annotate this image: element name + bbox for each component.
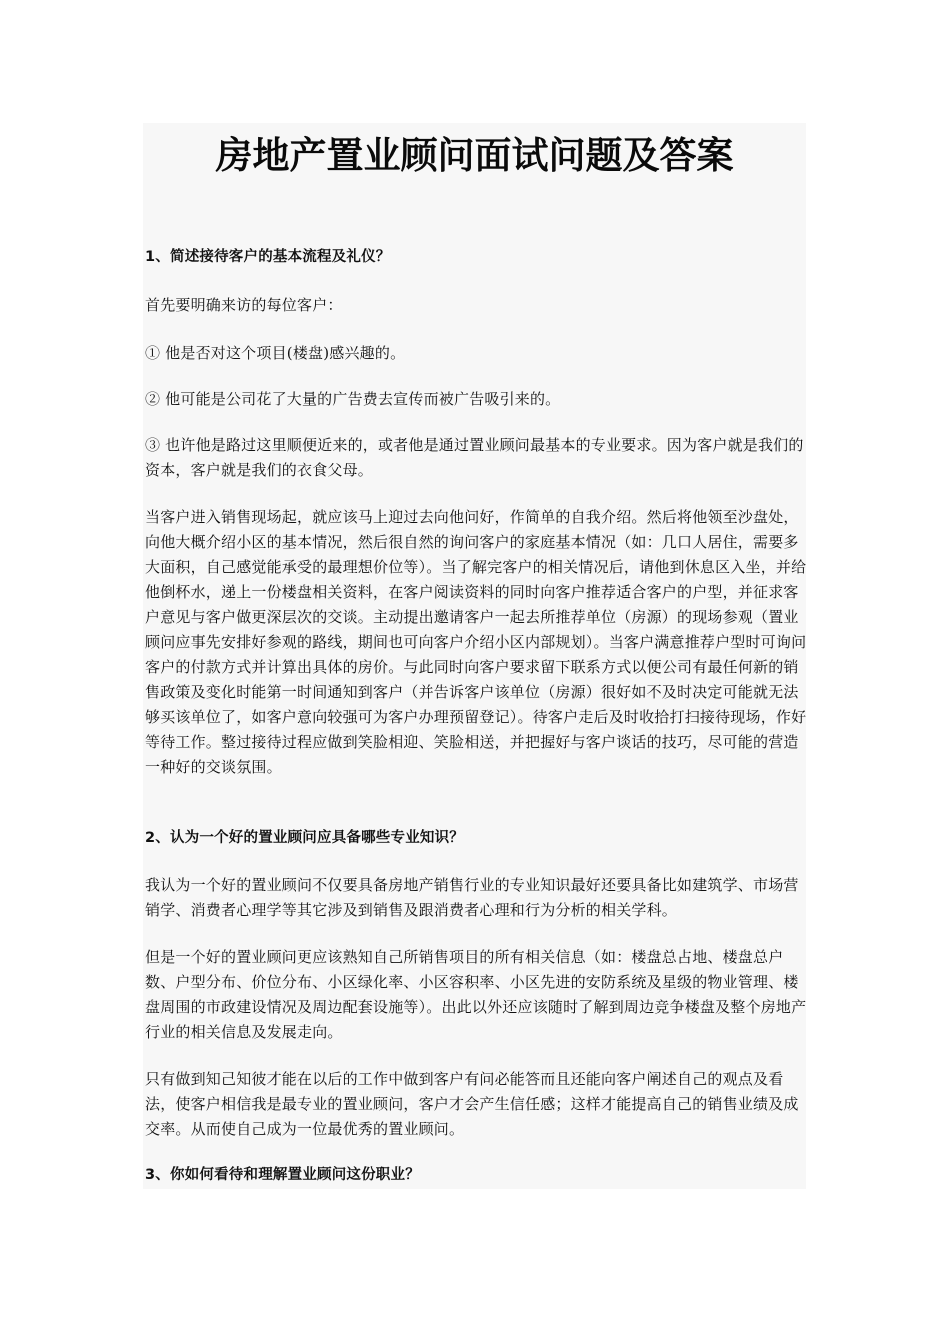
section-2-paragraph-1: 我认为一个好的置业顾问不仅要具备房地产销售行业的专业知识最好还要具备比如建筑学、市场营销学、消费者心理学等其它涉及到销售及跟消费者心理和行为分析的相关学科。 — [145, 876, 799, 919]
section-1-heading: 1、简述接待客户的基本流程及礼仪？ — [145, 249, 391, 265]
section-1-paragraph-1: 首先要明确来访的每位客户： — [145, 296, 343, 314]
section-2-paragraph-3: 只有做到知己知彼才能在以后的工作中做到客户有问必能答而且还能向客户阐述自己的观点及看法，使客户相信我是最专业的置业顾问，客户才会产生信任感；这样才能提高自己的销售业绩及成交率。从而使自己成为一位最优秀的置业顾问。 — [145, 1070, 799, 1138]
section-1-paragraph-4: ③ 也许他是路过这里顺便近来的，或者他是通过置业顾问最基本的专业要求。因为客户就是我们的资本，客户就是我们的衣食父母。 — [145, 436, 804, 479]
section-2-heading: 2、认为一个好的置业顾问应具备哪些专业知识？ — [145, 830, 464, 846]
document-page — [143, 123, 806, 1189]
section-3-heading: 3、你如何看待和理解置业顾问这份职业？ — [145, 1167, 420, 1183]
section-1-paragraph-3: ② 他可能是公司花了大量的广告费去宣传而被广告吸引来的。 — [145, 390, 561, 408]
section-1-paragraph-2: ① 他是否对这个项目(楼盘)感兴趣的。 — [145, 344, 406, 362]
section-1-paragraph-5: 当客户进入销售现场起，就应该马上迎过去向他问好，作简单的自我介绍。然后将他领至沙盘处，向他大概介绍小区的基本情况，然后很自然的询问客户的家庭基本情况（如：几口人居住，需要多大面积，自己感觉能承受的最理想价位等）。当了解完客户的相关情况后，请他到休息区入坐，并给他倒杯水，递上一份楼盘相关资料，在客户阅读资料的同时向客户推荐适合客户的户型，并征求客户意见与客户做更深层次的交谈。主动提出邀请客户一起去所推荐单位（房源）的现场参观（置业顾问应事先安排好参观的路线，期间也可向客户介绍小区内部规划）。当客户满意推荐户型时可询问客户的付款方式并计算出具体的房价。与此同时向客户要求留下联系方式以便公司有最任何新的销售政策及变化时能第一时间通知到客户（并告诉客户该单位（房源）很好如不及时决定可能就无法够买该单位了，如客户意向较强可为客户办理预留登记）。待客户走后及时收拾打扫接待现场，作好等待工作。整过接待过程应做到笑脸相迎、笑脸相送，并把握好与客户谈话的技巧，尽可能的营造一种好的交谈氛围。 — [145, 508, 806, 776]
section-2-paragraph-2: 但是一个好的置业顾问更应该熟知自己所销售项目的所有相关信息（如：楼盘总占地、楼盘总户数、户型分布、价位分布、小区绿化率、小区容积率、小区先进的安防系统及星级的物业管理、楼盘周围的市政建设情况及周边配套设施等）。出此以外还应该随时了解到周边竞争楼盘及整个房地产行业的相关信息及发展走向。 — [145, 948, 806, 1041]
document-title: 房地产置业顾问面试问题及答案 — [215, 133, 734, 177]
